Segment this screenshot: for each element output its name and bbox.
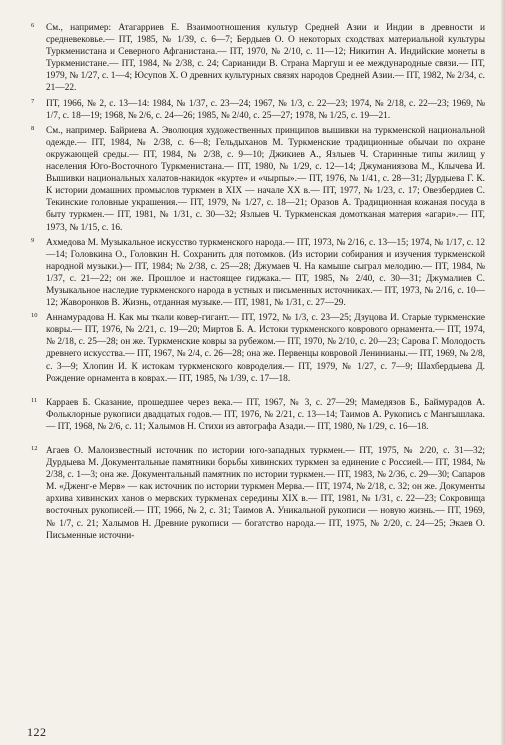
footnote-text: См., например: Атагарриев Е. Взаимоотношения культур Средней Азии и Индии в древности и средневековье.— ПТ, 1985, № 1/39, с. 6—7; Бердыев О. О некоторых сходствах материальной культуры Туркменистана и Северного Афганистана.— ПТ, 1970, № 2/10, с. 11—12; Никитин А. Индийские монеты в Туркменистане.— ПТ, 1984, № 2/38, с. 24; Сарианиди В. Страна Маргуш и ее международные связи.— ПТ, 1979, № 1/27, с. 1—4; Юсупов Х. О древних культурных связях народов Средней Азии.— ПТ, 1982, № 2/34, с. 21—22. — [46, 23, 485, 94]
footnote-text: Аннамурадова Н. Как мы ткали ковер-гигант.— ПТ, 1972, № 1/3, с. 23—25; Дзуцова И. Старые туркменские ковры.— ПТ, 1976, № 2/21, с. 19—20; Миртов Б. А. Истоки туркменского коврового орнамента.— ПТ, 1974, № 2/18, с. 25—28; он же. Туркменские ковры за рубежом.— ПТ, 1970, № 2/10, с. 20—23; Сарова Г. Молодость древнего искусства.— ПТ, 1967, № 2/4, с. 26—28; она же. Первенцы ковровой Ленинианы.— ПТ, 1969, № 2/8, с. 3—9; Хлопин И. К истокам туркменского ковроделия.— ПТ, 1979, № 1/27, с. 7—9; Шахбердыева Д. Рождение орнамента в коврах.— ПТ, 1985, № 1/39, с. 17—18. — [46, 313, 485, 384]
footnote-number: 9 — [31, 236, 35, 244]
footnote-number: 8 — [31, 124, 35, 132]
footnote-10 — [30, 312, 485, 385]
footnote-8 — [30, 125, 485, 234]
footnote-7 — [30, 98, 485, 122]
footnote-12 — [30, 445, 485, 542]
footnote-number: 7 — [31, 97, 35, 105]
footnote-6 — [30, 22, 485, 95]
footnote-number: 10 — [31, 312, 38, 320]
footnotes-list — [30, 22, 485, 542]
footnote-text: См., например. Байриева А. Эволюция художественных принципов вышивки на туркменской национальной одежде.— ПТ, 1984, № 2/38, с. 6—8; Гельдыханов М. Туркменские традиционные обычаи по охране окружающей среды.— ПТ, 1984, № 2/38, с. 9—10; Джикиев А., Язлыев Ч. Старинные типы жилищ у населения Юго-Восточного Туркменистана.— ПТ, 1980, № 1/29, с. 12—14; Джуманиязова М., Клычева И. Вышивки национальных халатов-накидок «курте» и «чырпы».— ПТ, 1976, № 1/41, с. 28—31; Дурдыева Г. К. К истории домашних промыслов туркмен в XIX — начале XX в.— ПТ, 1977, № 1/23, с. 17; Овезбердиев С. Текинские головные украшения.— ПТ, 1979, № 1/27, с. 18—21; Оразов А. Традиционная кожаная посуда в быту туркмен.— ПТ, 1981, № 1/31, с. 30—32; Язлыев Ч. Туркменская домотканая материя «агари».— ПТ, 1973, № 1/15, с. 16. — [46, 125, 485, 233]
footnote-text: Ахмедова М. Музыкальное искусство туркменского народа.— ПТ, 1973, № 2/16, с. 13—15; 1974, № 1/17, с. 12—14; Головкина О., Головкин Н. Сохранить для потомков. (Из истории собирания и изучения туркменской народной музыки.)— ПТ, 1984; № 2/38, с. 25—28; Джумаев Ч. На камыше сыграл мелодию.— ПТ, 1984, № 1/37, с. 21—22; он же. Прошлое и настоящее гиджака.— ПТ, 1985, № 2/40, с. 30—31; Джумалиев С. Музыкальное наследие туркменского народа в устных и письменных источниках.— ПТ, 1973, № 2/16, с. 10—12; Жаворонков В. Жизнь, отданная музыке.— ПТ, 1981, № 1/31, с. 27—29. — [46, 237, 485, 309]
footnote-text: ПТ, 1966, № 2, с. 13—14: 1984, № 1/37, с. 23—24; 1967, № 1/3, с. 22—23; 1974, № 2/18, с. 22—23; 1969, № 1/7, с. 18—19; 1968, № 2/6, с. 24—26; 1985, № 2/40, с. 25—27; 1978, № 1/25, с. 19—21. — [46, 98, 485, 121]
footnote-text: Карраев Б. Сказание, прошедшее через века.— ПТ, 1967, № 3, с. 27—29; Мамедязов Б., Баймурадов А. Фольклорные рукописи двадцатых годов.— ПТ, 1976, № 2/21, с. 13—14; Таимов А. Рукопись с Мангышлака.— ПТ, 1968, № 2/6, с. 11; Халымов Н. Стихи из автографа Азади.— ПТ, 1980, № 1/29, с. 16—18. — [46, 397, 485, 432]
footnote-9 — [30, 237, 485, 310]
footnote-number: 6 — [31, 22, 35, 29]
footnote-number: 11 — [31, 396, 38, 404]
footnote-number: 12 — [31, 445, 38, 452]
footnote-11 — [30, 397, 485, 433]
footnote-text: Агаев О. Малоизвестный источник по истории юго-западных туркмен.— ПТ, 1975, № 2/20, с. 31—32; Дурдыева М. Документальные памятники борьбы хивинских туркмен за единение с Россией.— ПТ, 1984, № 2/38, с. 1—3; она же. Документальный памятник по истории туркмен.— ПТ, 1983, № 2/36, с. 29—30; Сапаров М. «Дженг-е Мерв» — как источник по истории туркмен Мерва.— ПТ, 1974, № 2/18, с. 32; он же. Документы архива хивинских ханов о мервских туркменах середины XIX в.— ПТ, 1981, № 1/31, с. 22—23; Сокровища восточных рукописей.— ПТ, 1966, № 2, с. 31; Таимов А. Уникальной рукописи — новую жизнь.— ПТ, 1969, № 1/7, с. 21; Халымов Н. Древние рукописи — богатство народа.— ПТ, 1975, № 2/20, с. 24—25; Экаев О. Письменные источни- — [46, 446, 485, 541]
page-edge — [501, 0, 505, 745]
page-number: 122 — [27, 725, 47, 739]
